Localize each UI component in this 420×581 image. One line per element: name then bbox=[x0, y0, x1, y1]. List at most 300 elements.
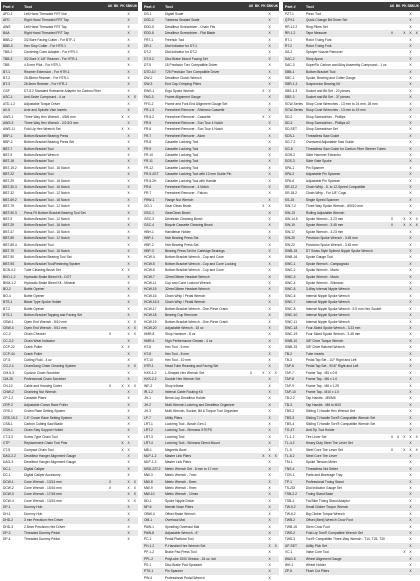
part-number: TBS-3 bbox=[284, 415, 295, 420]
part-number: DCW-1 bbox=[3, 479, 14, 484]
kit-mark-sbk: X bbox=[127, 229, 130, 234]
kit-mark-sbk: X bbox=[409, 223, 412, 228]
part-number: TWB-2 bbox=[284, 518, 296, 523]
part-number: PPL-2 bbox=[143, 556, 154, 561]
part-number: MW-8 bbox=[143, 479, 153, 484]
part-number: WH-1 bbox=[284, 562, 294, 567]
tool-name: Cassette Lockring Tool bbox=[164, 165, 199, 170]
kit-mark-uk: X bbox=[133, 479, 136, 484]
kit-mark-sbk: X bbox=[268, 428, 271, 433]
kit-mark-sbk: X bbox=[127, 95, 130, 100]
part-number: GG-1 bbox=[143, 204, 152, 209]
tool-name: Dummy Hub bbox=[24, 511, 43, 516]
tool-name: Metric Wrench - 10mm bbox=[164, 492, 199, 497]
kit-mark-sbk: X bbox=[268, 50, 271, 55]
table-row bbox=[1, 536, 138, 542]
tool-name: Cassette Lockring Tool bbox=[164, 140, 199, 145]
kit-mark-sbk: X bbox=[268, 18, 271, 23]
part-number: HCW-17 bbox=[143, 306, 157, 311]
tool-name: Threadless Saw Guide for Carbon Fiber Steerer Tubes bbox=[305, 146, 386, 151]
part-number: PS-1 bbox=[143, 562, 152, 567]
tool-name: Freewheel Remover - Atom bbox=[164, 133, 206, 138]
kit-mark-sbk: X bbox=[268, 108, 271, 113]
part-number: SWC-18 bbox=[284, 325, 298, 330]
tool-name: Chain Checker bbox=[24, 332, 46, 337]
part-number: HT-10 bbox=[143, 357, 153, 362]
tool-name: Rotor Truing Fork bbox=[305, 37, 332, 42]
part-number: SWC-8 bbox=[284, 306, 296, 311]
kit-mark-pk: X bbox=[262, 114, 265, 119]
kit-mark-ak: X bbox=[390, 447, 394, 452]
tool-name: 25.85mm Reamer - For HTR-1 bbox=[24, 76, 69, 81]
tool-name: Professional Chain Scrubber bbox=[24, 377, 66, 382]
tool-name: Fold-Up Torx® Compatible Wrench Set bbox=[305, 530, 363, 535]
kit-mark-sbk: X bbox=[268, 569, 271, 574]
part-number: AWS-11 bbox=[3, 127, 15, 132]
kit-mark-sbk: X bbox=[268, 287, 271, 292]
kit-mark-sbk: X bbox=[268, 537, 271, 542]
kit-mark-sbk: X bbox=[127, 389, 130, 394]
kit-mark-sbk: X bbox=[127, 133, 130, 138]
kit-mark-sbk: X bbox=[268, 357, 271, 362]
part-number: TM-1 bbox=[284, 460, 293, 465]
kit-mark-uk: X bbox=[274, 454, 277, 459]
kit-mark-pk: X bbox=[403, 550, 406, 555]
tool-name: Chainring Nut Wrench bbox=[24, 389, 57, 394]
tool-name: Derailleur Clutch Wrench bbox=[164, 76, 202, 81]
part-number: HMR-8 bbox=[143, 332, 155, 337]
tool-name: Adjustable Wrench - 15 oz bbox=[164, 325, 204, 330]
tool-name: Professional Truing Stand bbox=[305, 479, 344, 484]
kit-mark-sbk: X bbox=[268, 274, 271, 279]
kit-mark-sbk: X bbox=[409, 422, 412, 426]
kit-mark-sbk: X bbox=[409, 18, 412, 23]
kit-mark-sbk: X bbox=[409, 556, 412, 561]
part-number: HCW-11 bbox=[143, 281, 157, 286]
kit-mark-sbk: X bbox=[268, 249, 271, 254]
kit-mark-sbk: X bbox=[409, 370, 412, 375]
kit-mark-sbk: X bbox=[127, 24, 130, 29]
kit-mark-sbk: X bbox=[409, 287, 412, 292]
part-number: AV-5 bbox=[3, 108, 10, 113]
part-number: HCW-5 bbox=[143, 261, 155, 266]
kit-mark-sbk: X bbox=[268, 345, 271, 350]
kit-mark-ak: X bbox=[249, 370, 253, 375]
part-number: LRT-1 bbox=[143, 422, 153, 426]
part-number: SG-7.2 bbox=[284, 140, 296, 145]
part-number: TBS-2 bbox=[284, 409, 295, 414]
tool-name: 26.5mm Reamer - For HTR-1 bbox=[24, 82, 68, 87]
part-number: DT-5.2 bbox=[143, 56, 154, 61]
tool-column bbox=[283, 2, 420, 581]
tool-name: Derailleur Screwdriver - Flat Blade bbox=[164, 31, 216, 36]
tool-name: Freewheel Remover - 4 Notch bbox=[164, 184, 209, 189]
part-number: BCB-4.2 bbox=[3, 268, 16, 273]
kit-mark-sbk: X bbox=[409, 396, 412, 401]
part-number: DT-2 bbox=[143, 50, 152, 55]
tool-name: Lockring Tool bbox=[164, 434, 185, 439]
part-number: BBT-69.4 bbox=[3, 242, 17, 247]
part-number: SWC-10 bbox=[284, 313, 298, 318]
tool-name: Derailleur Hanger Alignment Gauge bbox=[24, 460, 77, 465]
kit-mark-sbk: X bbox=[409, 511, 412, 516]
tool-name: Spoke Wrench - Shimano bbox=[305, 281, 344, 286]
kit-mark-sbk: X bbox=[127, 498, 130, 503]
kit-mark-sbk: X bbox=[268, 184, 271, 189]
kit-mark-uk: X bbox=[415, 434, 418, 439]
tool-name: Bottle Opener bbox=[24, 287, 45, 292]
kit-mark-sbk: X bbox=[268, 300, 271, 305]
tool-name: 2.5mm Precision Hex Driver bbox=[24, 524, 66, 529]
part-number: DHD-3 bbox=[3, 524, 14, 529]
header-kit-ak: AK bbox=[107, 4, 113, 8]
header-part-number: Part # bbox=[143, 4, 155, 9]
part-number: SWC-7 bbox=[284, 300, 296, 305]
part-number: DTD-10 bbox=[143, 69, 156, 74]
header-part-number: Part # bbox=[3, 4, 14, 9]
part-number: RT-1 bbox=[284, 37, 292, 42]
kit-mark-sbk: X bbox=[409, 441, 412, 446]
part-number: JH-1 bbox=[143, 396, 151, 401]
tool-name: Freewheel Remover - Falcon bbox=[164, 191, 208, 196]
part-number: ASC-1 bbox=[3, 95, 13, 100]
tool-name: 3-Way Internal Nipple Wrench bbox=[305, 287, 350, 292]
kit-mark-sbk: X bbox=[127, 415, 130, 420]
tool-name: Pedal Tap Set - 9/16" Right and Left bbox=[305, 364, 359, 369]
tool-name: Lockring Tool - Bosch Gen 2 bbox=[164, 422, 207, 426]
tool-name: Metric Wrench - 7mm bbox=[164, 473, 197, 478]
kit-mark-sbk: X bbox=[268, 511, 271, 516]
part-number: SW-20 bbox=[284, 236, 295, 241]
part-number: CC-3.2 bbox=[3, 338, 14, 343]
kit-mark-sbk: X bbox=[127, 255, 130, 260]
kit-mark-sbk: X bbox=[268, 524, 271, 529]
part-number: GSC-3 bbox=[143, 217, 155, 221]
header-part-number: Part # bbox=[284, 4, 296, 9]
kit-mark-pk: X bbox=[121, 441, 124, 446]
kit-mark-sbk: X bbox=[268, 223, 271, 228]
part-number: TB-2 bbox=[284, 351, 293, 356]
kit-mark-sbk: X bbox=[409, 338, 412, 343]
part-number: LRT-2 bbox=[143, 428, 153, 433]
kit-mark-pk: X bbox=[121, 345, 124, 350]
tool-name: 32mm/36mm Headset Wrench bbox=[164, 287, 210, 292]
part-number: BBT-29 bbox=[3, 223, 14, 228]
kit-mark-sbk: X bbox=[409, 454, 412, 459]
part-number: BBB-3 bbox=[3, 44, 13, 49]
kit-mark-sbk: X bbox=[127, 447, 130, 452]
kit-mark-sbk: X bbox=[268, 255, 271, 260]
part-number: SW-14.5 bbox=[284, 217, 298, 221]
part-number: TAP-10 bbox=[284, 389, 296, 394]
part-number: DC-1 bbox=[3, 473, 11, 478]
part-number: OM-1 bbox=[143, 518, 153, 523]
tool-name: Hex Tool - 8 mm bbox=[164, 351, 189, 356]
tool-name: Spoke Wrench - Mavic bbox=[305, 268, 339, 273]
tool-name: Bottom Bracket Tool bbox=[24, 242, 54, 247]
tool-name: Cutting Fluid - 4 oz bbox=[24, 357, 52, 362]
part-number: TBB-2 bbox=[3, 50, 13, 55]
kit-mark-sbk: X bbox=[127, 274, 130, 279]
tool-name: Quick-Change Bit Driver Set bbox=[305, 18, 348, 23]
part-number: RT-2 bbox=[284, 44, 292, 49]
tool-name: Piezo Tool bbox=[305, 12, 322, 16]
tool-name: Cassette Lockring Tool bbox=[164, 146, 199, 151]
header-tool: Tool bbox=[24, 4, 32, 9]
tool-name: Bearing Cup Remover bbox=[164, 313, 198, 318]
tool-name: Single Speed Spanner bbox=[305, 197, 339, 202]
tool-name: Bottom Bracket Tool bbox=[305, 69, 336, 74]
part-number: ZP-5 bbox=[284, 569, 293, 574]
kit-mark-sbk: X bbox=[409, 242, 412, 247]
part-number: TW-6.2 bbox=[284, 511, 296, 516]
part-number: BBT-79 bbox=[3, 249, 14, 254]
kit-mark-uk: X bbox=[133, 383, 136, 388]
part-number: DW-3 bbox=[143, 82, 153, 87]
tool-name: Ergo Spoke Wrench bbox=[164, 88, 195, 93]
part-number: BT-3 bbox=[3, 82, 10, 87]
kit-mark-pk: X bbox=[121, 114, 124, 119]
kit-mark-sbk: X bbox=[409, 114, 412, 119]
kit-mark-sbk: X bbox=[268, 69, 271, 74]
kit-mark-sbk: X bbox=[268, 133, 271, 138]
tool-name: Digital Caliper bbox=[24, 466, 45, 471]
kit-mark-sbk: X bbox=[409, 56, 412, 61]
tool-name: Crank Puller bbox=[24, 351, 43, 356]
tool-name: Cone Wrench - 13/14 mm bbox=[24, 479, 62, 484]
tool-name: Right Hand Threaded FRT Tap bbox=[24, 18, 69, 23]
part-number: SBR-1.3 bbox=[284, 82, 298, 87]
kit-mark-sbk: X bbox=[268, 402, 271, 407]
part-number: ATD-1.2 bbox=[3, 101, 16, 106]
kit-mark-sbk: X bbox=[268, 95, 271, 100]
tool-name: Spoke Wrench - 3.23 mm bbox=[305, 229, 344, 234]
part-number: SS-15 bbox=[284, 197, 295, 202]
kit-mark-pk: X bbox=[121, 383, 124, 388]
part-number: TSB-2.2 bbox=[284, 492, 297, 497]
part-number: SCW-Series bbox=[284, 108, 303, 113]
kit-mark-pk: X bbox=[403, 217, 406, 221]
kit-mark-sbk: X bbox=[127, 114, 130, 119]
kit-mark-sbk: X bbox=[268, 575, 271, 580]
tool-name: 4.5 mm Pilot - For HTR-1 bbox=[24, 63, 61, 68]
tool-name: Rolling Adjustable Wrench bbox=[305, 210, 345, 215]
kit-mark-sbk: X bbox=[268, 505, 271, 510]
header-kit-pk: PK bbox=[261, 4, 266, 8]
tool-name: Bottom Bracket Tool - 12 Notch bbox=[24, 217, 70, 221]
kit-mark-sbk: X bbox=[127, 127, 130, 132]
tool-name: Heavy Duty Steel Tire Lever Set bbox=[305, 441, 353, 446]
kit-mark-sbk: X bbox=[268, 422, 271, 426]
kit-mark-sbk: X bbox=[409, 152, 412, 157]
kit-mark-sbk: X bbox=[409, 69, 412, 74]
tool-name: PolyLube 1000 Grease - 16 oz. tub bbox=[164, 556, 217, 561]
kit-mark-sbk: X bbox=[409, 191, 412, 196]
tool-name: Socket and Bit Set - 20 pieces bbox=[305, 88, 351, 93]
header-tool: Tool bbox=[305, 4, 314, 9]
part-number: FR-11 bbox=[143, 159, 153, 164]
kit-mark-sbk: X bbox=[127, 293, 130, 298]
part-number: CBW-4 bbox=[3, 325, 14, 330]
tool-name: Frame Tap - M6 x 1.0 bbox=[305, 377, 338, 382]
tool-name: 15 Precision Torx Compatible Driver bbox=[164, 63, 218, 68]
part-number: BBT-29 bbox=[3, 178, 14, 183]
tool-name: Freewheel Remover - Sun Tour 4 Notch bbox=[164, 127, 223, 132]
kit-mark-sbk: X bbox=[268, 409, 271, 414]
tool-name: Internal Nipple Spoke Wrench bbox=[305, 293, 350, 298]
part-number: JH-2 bbox=[143, 402, 151, 407]
tool-name: Master Link Pliers bbox=[164, 454, 192, 459]
part-number: CN-10 bbox=[3, 383, 13, 388]
header-kit-uk: UK bbox=[414, 4, 420, 8]
part-number: BBT-9 bbox=[3, 217, 13, 221]
tool-name: Cyclone Chain Scrubber bbox=[24, 370, 60, 375]
kit-mark-sbk: X bbox=[127, 313, 130, 318]
part-number: HBH-1 bbox=[143, 229, 154, 234]
tool-name: Shop Cone Wrenches - 13 mm to 24 mm, 28 mm bbox=[305, 101, 378, 106]
kit-mark-sbk: X bbox=[268, 383, 271, 388]
kit-mark-sbk: X bbox=[409, 409, 412, 414]
tool-name: Master Link Pliers bbox=[164, 460, 192, 465]
part-number: TAP-6 bbox=[284, 364, 294, 369]
tool-name: Compact Chain Tool bbox=[24, 447, 54, 452]
kit-mark-sbk: X bbox=[268, 268, 271, 273]
tool-name: Spoke Wrench - 3.45 mm bbox=[305, 223, 344, 228]
tool-name: Slide Hammer Extractor bbox=[305, 152, 341, 157]
tool-name: Gear Clean Brush bbox=[164, 204, 192, 209]
kit-mark-sbk: X bbox=[268, 44, 271, 49]
part-number: AFD-1 bbox=[3, 12, 13, 16]
kit-mark-uk: X bbox=[415, 223, 418, 228]
part-number: RR-12.2 bbox=[284, 24, 298, 29]
kit-mark-sbk: X bbox=[409, 428, 412, 433]
part-number: CTP bbox=[3, 441, 10, 446]
part-number: SW-17 bbox=[284, 229, 295, 234]
tool-name: Freewheel Remover - Shimano Cassette bbox=[164, 108, 225, 113]
kit-mark-uk: X bbox=[133, 95, 136, 100]
part-number: MW-3 bbox=[143, 473, 153, 478]
tool-name: Suspension Bearing Kit bbox=[305, 82, 341, 87]
kit-mark-sbk: X bbox=[409, 172, 412, 177]
tool-name: Cone Wrench - 15/16 mm bbox=[24, 486, 62, 491]
tool-name: Handlebar Holder bbox=[164, 229, 191, 234]
tool-name: Spoke Wrench - Mavic bbox=[305, 274, 339, 279]
kit-mark-sbk: X bbox=[268, 325, 271, 330]
kit-mark-sbk: X bbox=[268, 12, 271, 16]
tool-name: Frame and Fork End Alignment Gauge Set bbox=[164, 101, 228, 106]
kit-mark-sbk: X bbox=[268, 197, 271, 202]
tool-name: Chain Wear Indicator bbox=[24, 338, 55, 343]
kit-mark-sbk: X bbox=[127, 261, 130, 266]
part-number: QTH-1 bbox=[284, 18, 295, 23]
tool-name: Sliding T-Handle Hex Wrench Set bbox=[305, 409, 355, 414]
part-number: EDD-6 bbox=[143, 31, 154, 36]
kit-mark-sbk: X bbox=[268, 242, 271, 247]
tool-name: Four-Sided Spoke Wrench - 3.23 mm bbox=[305, 325, 361, 330]
part-number: TW-5.2 bbox=[284, 505, 296, 510]
tool-name: ChainGang Chain Cleaning System bbox=[24, 364, 77, 369]
tool-name: Sliding T-Handle Torx® Compatible Wrench Set bbox=[305, 422, 376, 426]
tool-name: Slide Gate Spoke bbox=[305, 159, 332, 164]
part-number: FR-9 bbox=[143, 146, 152, 151]
kit-mark-sbk: X bbox=[409, 50, 412, 55]
kit-mark-sbk: X bbox=[127, 524, 130, 529]
kit-mark-sbk: X bbox=[409, 460, 412, 465]
kit-mark-sbk: X bbox=[127, 152, 130, 157]
kit-mark-sbk: X bbox=[409, 537, 412, 542]
part-number: BT-1 bbox=[3, 69, 10, 74]
kit-mark-sbk: X bbox=[268, 396, 271, 401]
kit-mark-sbk: X bbox=[127, 63, 130, 68]
kit-mark-sbk: X bbox=[127, 146, 130, 151]
kit-mark-sbk: X bbox=[409, 120, 412, 125]
header-kit-pk: PK bbox=[120, 4, 125, 8]
part-number: HCW-4 bbox=[143, 255, 155, 260]
part-number: FR-5 bbox=[143, 120, 152, 125]
tool-name: L-Shaped Hex Wrench Set bbox=[164, 370, 205, 375]
part-number: BBT-32 bbox=[3, 191, 14, 196]
header-kit-ak: AK bbox=[389, 4, 395, 8]
part-number: FR-1.3 bbox=[143, 108, 155, 113]
kit-mark-uk: X bbox=[133, 486, 136, 491]
kit-mark-sbk: X bbox=[409, 383, 412, 388]
tool-name: Bottom Bracket Tool - 16 Notch bbox=[24, 223, 70, 228]
tool-name: Hex Tool - 10 mm bbox=[164, 357, 191, 362]
kit-mark-sbk: X bbox=[127, 377, 130, 382]
kit-mark-pk: X bbox=[262, 454, 265, 459]
kit-mark-sbk: X bbox=[268, 518, 271, 523]
tool-name: Threaded Dummy Pedal bbox=[24, 537, 60, 542]
table-row bbox=[142, 575, 279, 581]
part-number: BBT-7 bbox=[3, 146, 13, 151]
tool-name: 3/8" Drive Ratchet Wrench bbox=[305, 345, 345, 350]
kit-mark-sbk: X bbox=[268, 172, 271, 177]
tool-name: Oversized Adjustable Saw Guide bbox=[305, 140, 354, 145]
kit-mark-pk: X bbox=[121, 447, 124, 452]
part-number: SWC-6 bbox=[284, 293, 296, 298]
part-number: PW-4 bbox=[143, 575, 153, 580]
kit-mark-ak: X bbox=[108, 332, 112, 337]
kit-mark-sbk: X bbox=[409, 569, 412, 574]
tool-name: Professional Pedal Wrench bbox=[164, 575, 205, 580]
part-number: HCW-16.3 bbox=[143, 300, 160, 305]
kit-mark-sbk: X bbox=[268, 76, 271, 81]
kit-mark-sbk: X bbox=[409, 498, 412, 503]
part-number: FR-5.2 bbox=[143, 114, 155, 119]
tool-name: Crank Puller bbox=[24, 345, 43, 350]
part-number: SA-2 bbox=[284, 50, 293, 55]
part-number: FR-7 bbox=[143, 133, 152, 138]
tool-name: Utility Pick Set bbox=[305, 543, 327, 548]
part-number: BBT-90.3 bbox=[3, 210, 17, 215]
tool-name: Multi-Wrench Lockring and Derailleur Organizer bbox=[164, 402, 235, 407]
tool-name: Spoke Wrench - 3.23 mm bbox=[305, 217, 344, 221]
tool-name: Small Clicker Torque Wrench bbox=[305, 505, 349, 510]
kit-mark-sbk: X bbox=[127, 479, 130, 484]
part-number: PH-1.2 bbox=[143, 543, 155, 548]
kit-mark-sbk: X bbox=[268, 454, 271, 459]
tool-name: Bottom Bracket Tool bbox=[24, 146, 54, 151]
header-kit-sbk: SBK bbox=[266, 4, 274, 8]
kit-mark-ak: X bbox=[390, 217, 394, 221]
part-number: FRT-1 bbox=[143, 37, 154, 42]
part-number: BBT-79 bbox=[3, 204, 14, 209]
kit-mark-sbk: X bbox=[127, 383, 130, 388]
tool-name: Chain Whip / Pedal Wrench bbox=[164, 293, 206, 298]
part-number: HCW-16 bbox=[143, 293, 157, 298]
part-number: ND-1 bbox=[143, 498, 152, 503]
kit-mark-pk: X bbox=[262, 370, 265, 375]
